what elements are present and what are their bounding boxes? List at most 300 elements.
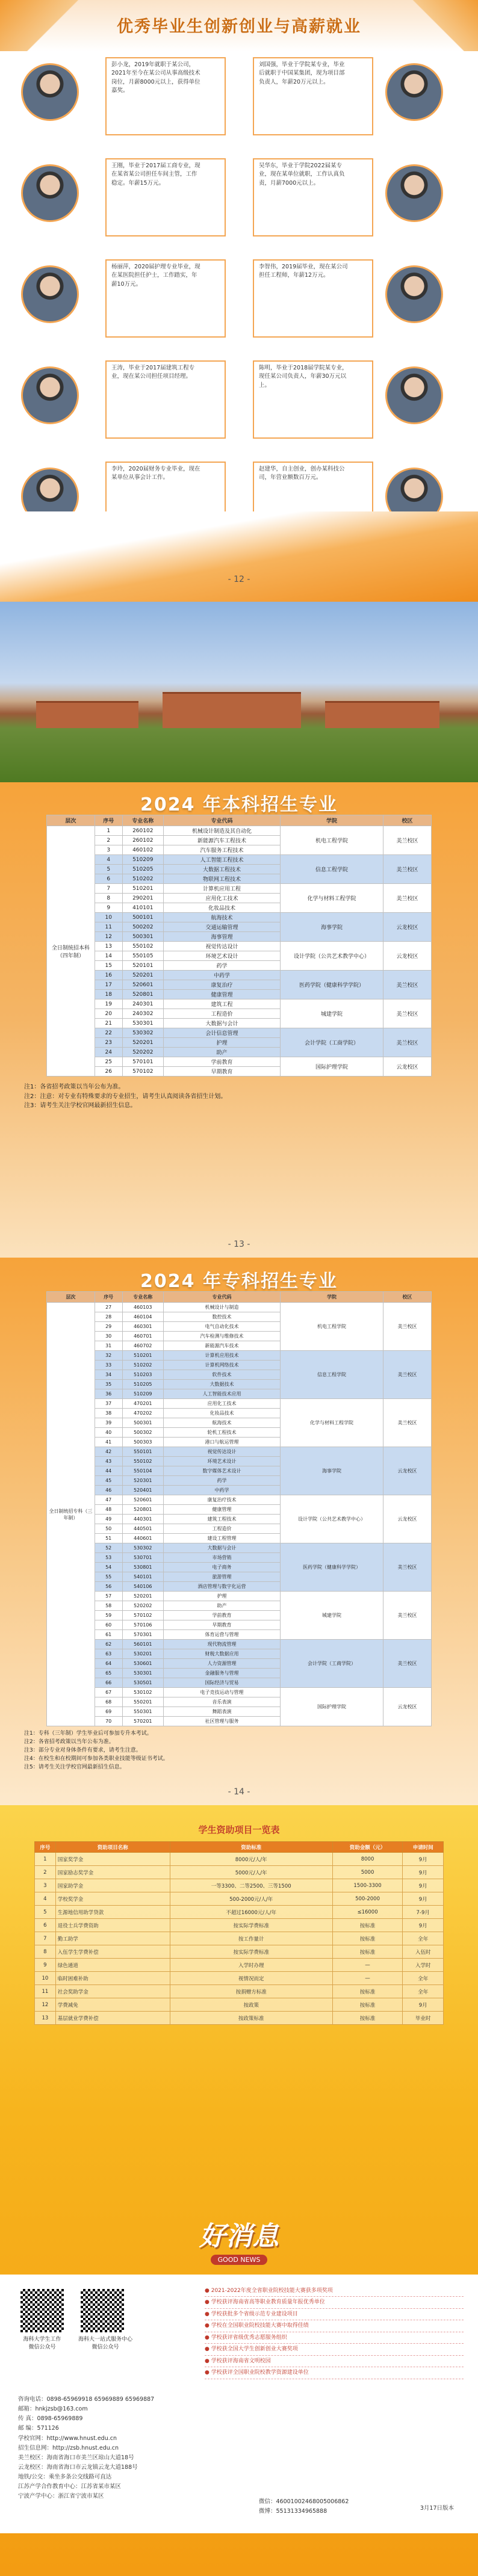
code-cell: 470201 xyxy=(122,1399,163,1409)
table-row xyxy=(47,1495,432,1505)
code-cell: 530201 xyxy=(122,1649,163,1659)
table-row xyxy=(47,1640,432,1649)
aid-cell: 按标准 xyxy=(332,1919,403,1932)
alumni-card xyxy=(15,158,238,239)
seq-cell: 37 xyxy=(95,1399,122,1409)
major-cell: 大数据与会计 xyxy=(163,1543,280,1553)
table-row xyxy=(47,1543,432,1553)
aid-cell: 入学时办理 xyxy=(170,1959,332,1972)
campus-photo xyxy=(0,602,478,782)
seq-cell: 51 xyxy=(95,1534,122,1543)
news-item[interactable]: ● 学校获评海南省高等职业教育质量年报优秀单位 xyxy=(205,2297,464,2308)
major-cell: 海事管理 xyxy=(163,932,280,942)
seq-cell: 64 xyxy=(95,1659,122,1669)
code-cell: 240302 xyxy=(122,1009,163,1019)
alumni-photo xyxy=(21,265,79,323)
major-cell: 护理 xyxy=(163,1038,280,1048)
code-cell: 440501 xyxy=(122,1524,163,1534)
good-news-badge xyxy=(0,2214,478,2265)
college-cell: 医药学院（健康科学学院） xyxy=(280,1543,383,1592)
seq-cell: 43 xyxy=(95,1457,122,1466)
alumni-card xyxy=(15,259,238,341)
code-cell: 520201 xyxy=(122,1038,163,1048)
aid-cell: 1500-3300 xyxy=(332,1879,403,1892)
seq-cell: 16 xyxy=(95,971,122,980)
major-cell: 交通运输管理 xyxy=(163,922,280,932)
code-cell: 460301 xyxy=(122,1322,163,1332)
seq-cell: 20 xyxy=(95,1009,122,1019)
page-alumni xyxy=(0,0,478,602)
seq-cell: 24 xyxy=(95,1048,122,1057)
code-cell: 570101 xyxy=(122,1057,163,1067)
seq-cell: 31 xyxy=(95,1341,122,1351)
major-cell: 中药学 xyxy=(163,971,280,980)
major-cell: 数字媒体艺术设计 xyxy=(163,1466,280,1476)
aid-cell: 6 xyxy=(35,1919,56,1932)
qr-block xyxy=(18,2287,66,2350)
seq-cell: 56 xyxy=(95,1582,122,1592)
seq-cell: 68 xyxy=(95,1697,122,1707)
seq-cell: 26 xyxy=(95,1067,122,1076)
campus-cell: 美兰校区 xyxy=(383,855,432,884)
aid-row xyxy=(35,1892,444,1906)
code-cell: 260102 xyxy=(122,826,163,836)
table-header: 专业名称 xyxy=(122,1292,163,1303)
note-line: 注2：各省招考政策以当年公布为准。 xyxy=(24,1738,114,1745)
aid-cell: 2 xyxy=(35,1866,56,1879)
code-cell: 240301 xyxy=(122,999,163,1009)
table-row xyxy=(47,1351,432,1361)
code-cell: 510202 xyxy=(122,874,163,884)
code-cell: 510209 xyxy=(122,1389,163,1399)
code-cell: 570102 xyxy=(122,1611,163,1620)
note-line: 注2：注意：对专业有特殊要求的专业招生，请考生认真阅读各省招生计划。 xyxy=(24,1093,227,1100)
code-cell: 540106 xyxy=(122,1582,163,1592)
alumni-bio: 王刚，毕业于2017届工商专业，现在某省某公司担任车间主管，工作稳定。年薪15万元。 xyxy=(111,162,200,187)
alumni-photo xyxy=(21,366,79,424)
major-cell: 助产 xyxy=(163,1601,280,1611)
table-header: 序号 xyxy=(95,815,122,826)
seq-cell: 5 xyxy=(95,865,122,874)
seq-cell: 11 xyxy=(95,922,122,932)
aid-cell: 7-9月 xyxy=(403,1906,444,1919)
contact-line: 咨询电话：0898-65969918 65969889 65969887 xyxy=(18,2396,155,2403)
major-cell: 药学 xyxy=(163,1476,280,1486)
aid-cell: 按实际学费标准 xyxy=(170,1919,332,1932)
major-cell: 工程造价 xyxy=(163,1009,280,1019)
major-cell: 中药学 xyxy=(163,1486,280,1495)
college-cell: 机电工程学院 xyxy=(280,826,383,855)
college-cell: 化学与材料工程学院 xyxy=(280,1399,383,1447)
code-cell: 510205 xyxy=(122,1380,163,1389)
seq-cell: 45 xyxy=(95,1476,122,1486)
table-header: 学院 xyxy=(280,815,383,826)
aid-row xyxy=(35,1919,444,1932)
major-cell: 环境艺术设计 xyxy=(163,951,280,961)
seq-cell: 69 xyxy=(95,1707,122,1717)
seq-cell: 55 xyxy=(95,1572,122,1582)
code-cell: 550101 xyxy=(122,1447,163,1457)
campus-cell: 美兰校区 xyxy=(383,1351,432,1399)
table-row xyxy=(47,1057,432,1067)
alumni-bio: 刘国强，毕业于学院某专业，毕业后就职于中国某集团，现为项目部负责人，年薪20万元以上。 xyxy=(259,61,345,85)
seq-cell: 25 xyxy=(95,1057,122,1067)
major-cell: 港口与航运管理 xyxy=(163,1438,280,1447)
seq-cell: 21 xyxy=(95,1019,122,1028)
college-cell: 会计学院（工商学院） xyxy=(280,1028,383,1057)
aid-row xyxy=(35,1853,444,1866)
code-cell: 570201 xyxy=(122,1717,163,1726)
aid-cell: 全年 xyxy=(403,1985,444,1998)
aid-cell: 入伍学生学费补偿 xyxy=(55,1945,170,1959)
seq-cell: 17 xyxy=(95,980,122,990)
alumni-card xyxy=(247,360,470,442)
code-cell: 550102 xyxy=(122,1457,163,1466)
seq-cell: 59 xyxy=(95,1611,122,1620)
table-row xyxy=(47,884,432,894)
aid-cell: 毕业时 xyxy=(403,2012,444,2025)
code-cell: 530801 xyxy=(122,1563,163,1572)
major-cell: 药学 xyxy=(163,961,280,971)
news-item[interactable]: ● 学校获全国大学生创新创业大赛奖项 xyxy=(205,2344,464,2355)
level-cell: 全日制统招本科（四年制） xyxy=(47,826,95,1076)
orange-wave xyxy=(0,511,478,602)
aid-cell: 绿色通道 xyxy=(55,1959,170,1972)
qr-label: 海科大一站式服务中心 xyxy=(78,2337,133,2343)
major-cell: 计算机应用工程 xyxy=(163,884,280,894)
code-cell: 500303 xyxy=(122,1438,163,1447)
aid-cell: 基层就业学费补偿 xyxy=(55,2012,170,2025)
aid-row xyxy=(35,2012,444,2025)
major-cell: 应用化工技术 xyxy=(163,894,280,903)
seq-cell: 22 xyxy=(95,1028,122,1038)
major-cell: 化妆品技术 xyxy=(163,1409,280,1418)
table-row xyxy=(47,1592,432,1601)
major-cell: 健康管理 xyxy=(163,990,280,999)
seq-cell: 62 xyxy=(95,1640,122,1649)
major-cell: 视觉传达设计 xyxy=(163,942,280,951)
aid-cell: 国家助学金 xyxy=(55,1879,170,1892)
seq-cell: 8 xyxy=(95,894,122,903)
seq-cell: 61 xyxy=(95,1630,122,1640)
aid-row xyxy=(35,1879,444,1892)
code-cell: 410101 xyxy=(122,903,163,913)
major-cell: 汽车检测与维修技术 xyxy=(163,1332,280,1341)
table-header: 学院 xyxy=(280,1292,383,1303)
seq-cell: 65 xyxy=(95,1669,122,1678)
major-cell: 学前教育 xyxy=(163,1057,280,1067)
college-cell: 信息工程学院 xyxy=(280,855,383,884)
code-cell: 500101 xyxy=(122,913,163,922)
qr-code[interactable] xyxy=(18,2287,66,2335)
aid-cell: 按标准 xyxy=(332,1932,403,1945)
code-cell: 510201 xyxy=(122,1351,163,1361)
aid-cell: 国家励志奖学金 xyxy=(55,1866,170,1879)
table-row xyxy=(47,1399,432,1409)
alumni-bio: 王涛，毕业于2017届建筑工程专业，现在某公司担任项目经理。 xyxy=(111,365,195,380)
table-header: 专业名称 xyxy=(122,815,163,826)
seq-cell: 4 xyxy=(95,855,122,865)
contact-line: 云龙校区：海南省海口市云龙镇云龙大道188号 xyxy=(18,2463,138,2471)
seq-cell: 29 xyxy=(95,1322,122,1332)
good-news-en: GOOD NEWS xyxy=(211,2255,268,2265)
seq-cell: 10 xyxy=(95,913,122,922)
college-cell: 化学与材料工程学院 xyxy=(280,884,383,913)
major-cell: 计算机网络技术 xyxy=(163,1361,280,1370)
alumni-card xyxy=(247,259,470,341)
table-row xyxy=(47,913,432,922)
qr-code[interactable] xyxy=(78,2287,126,2335)
major-cell: 轮机工程技术 xyxy=(163,1428,280,1438)
aid-title: 学生资助项目一览表 xyxy=(198,1824,280,1835)
aid-cell: 勤工助学 xyxy=(55,1932,170,1945)
aid-cell: 5000 xyxy=(332,1866,403,1879)
alumni-photo xyxy=(21,63,79,121)
code-cell: 530701 xyxy=(122,1553,163,1563)
aid-cell: 按标准 xyxy=(332,1998,403,2012)
code-cell: 520101 xyxy=(122,961,163,971)
code-cell: 500302 xyxy=(122,1428,163,1438)
seq-cell: 42 xyxy=(95,1447,122,1457)
code-cell: 460104 xyxy=(122,1312,163,1322)
aid-cell: — xyxy=(332,1972,403,1985)
code-cell: 550102 xyxy=(122,942,163,951)
table-row xyxy=(47,1447,432,1457)
major-cell: 工程造价 xyxy=(163,1524,280,1534)
seq-cell: 34 xyxy=(95,1370,122,1380)
junior-section xyxy=(0,1258,478,1805)
contact-right xyxy=(259,2497,349,2516)
alumni-bio: 杨丽萍，2020届护理专业毕业，现在某医院担任护士，工作踏实，年薪10万元。 xyxy=(111,264,200,288)
aid-cell: 9月 xyxy=(403,1879,444,1892)
campus-cell: 美兰校区 xyxy=(383,1640,432,1688)
major-cell: 电气自动化技术 xyxy=(163,1322,280,1332)
junior-title: 2024 年专科招生专业 xyxy=(140,1271,338,1292)
aid-cell: 10 xyxy=(35,1972,56,1985)
aid-cell: 退役士兵学费资助 xyxy=(55,1919,170,1932)
aid-cell: 5000元/人/年 xyxy=(170,1866,332,1879)
seq-cell: 57 xyxy=(95,1592,122,1601)
college-cell: 信息工程学院 xyxy=(280,1351,383,1399)
aid-header: 序号 xyxy=(35,1842,56,1853)
alumni-photo xyxy=(385,164,443,222)
undergrad-section xyxy=(0,782,478,1258)
campus-cell: 云龙校区 xyxy=(383,1447,432,1495)
alumni-photo xyxy=(21,164,79,222)
alumni-card xyxy=(247,57,470,138)
level-cell: 全日制统招专科（三年制） xyxy=(47,1303,95,1726)
aid-row xyxy=(35,1985,444,1998)
note-line: 注5：请考生关注学校官网最新招生信息。 xyxy=(24,1764,125,1770)
code-cell: 510202 xyxy=(122,1361,163,1370)
contact-line: 地铁/公交：乘坐多条公交线路可直达 xyxy=(18,2474,112,2481)
code-cell: 500301 xyxy=(122,1418,163,1428)
seq-cell: 70 xyxy=(95,1717,122,1726)
seq-cell: 58 xyxy=(95,1601,122,1611)
aid-cell: 社会奖助学金 xyxy=(55,1985,170,1998)
major-cell: 早期教育 xyxy=(163,1620,280,1630)
alumni-photo xyxy=(385,366,443,424)
major-cell: 国际经济与贸易 xyxy=(163,1678,280,1688)
college-cell: 设计学院（公共艺术教学中心） xyxy=(280,942,383,971)
aid-cell: 生源地信用助学贷款 xyxy=(55,1906,170,1919)
aid-row xyxy=(35,1998,444,2012)
aid-cell: 9月 xyxy=(403,1853,444,1866)
wechat-id: 微信：46001002468005006862 xyxy=(259,2498,349,2505)
news-item[interactable]: ● 学校获批多个省级示范专业建设项目 xyxy=(205,2309,464,2320)
code-cell: 290201 xyxy=(122,894,163,903)
alumni-bio: 李玲，2020届财务专业毕业，现在某单位从事会计工作。 xyxy=(111,466,200,481)
code-cell: 550105 xyxy=(122,951,163,961)
aid-row xyxy=(35,1972,444,1985)
major-cell: 康复治疗 xyxy=(163,980,280,990)
major-cell: 财税大数据应用 xyxy=(163,1649,280,1659)
aid-header: 资助项目名称 xyxy=(55,1842,170,1853)
code-cell: 460702 xyxy=(122,1341,163,1351)
aid-cell: 500-2000 xyxy=(332,1892,403,1906)
seq-cell: 18 xyxy=(95,990,122,999)
college-cell: 机电工程学院 xyxy=(280,1303,383,1351)
major-cell: 应用化工技术 xyxy=(163,1399,280,1409)
alumni-header xyxy=(0,0,478,51)
code-cell: 550201 xyxy=(122,1697,163,1707)
code-cell: 530501 xyxy=(122,1678,163,1688)
alumni-bio: 陈明，毕业于2018届学院某专业，现任某公司负责人，年薪30万元以上。 xyxy=(259,365,348,389)
major-cell: 学前教育 xyxy=(163,1611,280,1620)
seq-cell: 33 xyxy=(95,1361,122,1370)
aid-cell: 1 xyxy=(35,1853,56,1866)
code-cell: 260102 xyxy=(122,836,163,845)
news-item[interactable]: ● 学校获评海南省文明校园 xyxy=(205,2356,464,2367)
major-cell: 机械设计制造及其自动化 xyxy=(163,826,280,836)
aid-cell: 按实际学费标准 xyxy=(170,1945,332,1959)
aid-cell: 按捐赠方标准 xyxy=(170,1985,332,1998)
major-cell: 人力资源管理 xyxy=(163,1659,280,1669)
alumni-photo xyxy=(385,63,443,121)
contact-line: 招生信息网：http://zsb.hnust.edu.cn xyxy=(18,2444,119,2451)
college-cell: 海事学院 xyxy=(280,1447,383,1495)
news-item[interactable]: ● 学校在全国职业院校技能大赛中取得佳绩 xyxy=(205,2320,464,2332)
table-row xyxy=(47,855,432,865)
contact-line: 美兰校区：海南省海口市美兰区琼山大道18号 xyxy=(18,2454,134,2461)
table-header: 专业代码 xyxy=(163,1292,280,1303)
seq-cell: 13 xyxy=(95,942,122,951)
code-cell: 570102 xyxy=(122,1067,163,1076)
college-cell: 会计学院（工商学院） xyxy=(280,1640,383,1688)
table-row xyxy=(47,942,432,951)
aid-cell: — xyxy=(332,1959,403,1972)
campus-cell: 美兰校区 xyxy=(383,826,432,855)
code-cell: 520801 xyxy=(122,990,163,999)
aid-row xyxy=(35,1866,444,1879)
seq-cell: 48 xyxy=(95,1505,122,1515)
campus-cell: 云龙校区 xyxy=(383,913,432,942)
seq-cell: 54 xyxy=(95,1563,122,1572)
seq-cell: 19 xyxy=(95,999,122,1009)
contact-line: 邮 编：571126 xyxy=(18,2425,59,2432)
seq-cell: 32 xyxy=(95,1351,122,1361)
campus-cell: 美兰校区 xyxy=(383,884,432,913)
alumni-bio: 李智伟，2019届毕业，现在某公司担任工程师，年薪12万元。 xyxy=(259,264,348,279)
table-row xyxy=(47,999,432,1009)
major-cell: 汽车服务工程技术 xyxy=(163,845,280,855)
major-cell: 市场营销 xyxy=(163,1553,280,1563)
code-cell: 460701 xyxy=(122,1332,163,1341)
college-cell: 医药学院（健康科学学院） xyxy=(280,971,383,999)
campus-cell: 云龙校区 xyxy=(383,942,432,971)
seq-cell: 39 xyxy=(95,1418,122,1428)
news-item[interactable]: ● 学校获评省级优秀志愿服务组织 xyxy=(205,2332,464,2344)
aid-cell: 按标准 xyxy=(332,1945,403,1959)
aid-cell: 8000元/人/年 xyxy=(170,1853,332,1866)
news-item[interactable]: ● 学校获评全国职业院校教学资源建设单位 xyxy=(205,2367,464,2379)
seq-cell: 52 xyxy=(95,1543,122,1553)
major-cell: 健康管理 xyxy=(163,1505,280,1515)
code-cell: 510209 xyxy=(122,855,163,865)
seq-cell: 7 xyxy=(95,884,122,894)
aid-cell: 入学时 xyxy=(403,1959,444,1972)
campus-cell: 云龙校区 xyxy=(383,1688,432,1726)
good-news-title: 好消息 xyxy=(199,2221,279,2252)
aid-header: 申请时间 xyxy=(403,1842,444,1853)
code-cell: 530302 xyxy=(122,1543,163,1553)
aid-row xyxy=(35,1906,444,1919)
seq-cell: 40 xyxy=(95,1428,122,1438)
table-header: 层次 xyxy=(47,1292,95,1303)
code-cell: 520601 xyxy=(122,1495,163,1505)
college-cell: 设计学院（公共艺术教学中心） xyxy=(280,1495,383,1543)
aid-cell: 按标准 xyxy=(332,1985,403,1998)
major-cell: 旅游管理 xyxy=(163,1572,280,1582)
code-cell: 520601 xyxy=(122,980,163,990)
aid-cell: 5 xyxy=(35,1906,56,1919)
news-item[interactable]: ● 2021-2022年度全省职业院校技能大赛获多项奖项 xyxy=(205,2285,464,2297)
aid-cell: 入伍时 xyxy=(403,1945,444,1959)
note-line: 注3：部分专业对身体条件有要求，请考生注意。 xyxy=(24,1747,141,1753)
aid-cell: 12 xyxy=(35,1998,56,2012)
seq-cell: 14 xyxy=(95,951,122,961)
campus-cell: 美兰校区 xyxy=(383,999,432,1028)
aid-cell: 按政策 xyxy=(170,1998,332,2012)
page-undergrad-majors xyxy=(0,602,478,1258)
alumni-bio: 赵建华，自主创业，创办某科技公司，年营业额数百万元。 xyxy=(259,466,345,481)
campus-cell: 美兰校区 xyxy=(383,1399,432,1447)
aid-cell: 9月 xyxy=(403,1919,444,1932)
major-cell: 新能源汽车技术 xyxy=(163,1341,280,1351)
aid-cell: 9 xyxy=(35,1959,56,1972)
aid-cell: 9月 xyxy=(403,1892,444,1906)
college-cell: 海事学院 xyxy=(280,913,383,942)
undergrad-table xyxy=(46,815,432,1076)
seq-cell: 1 xyxy=(95,826,122,836)
seq-cell: 41 xyxy=(95,1438,122,1447)
seq-cell: 67 xyxy=(95,1688,122,1697)
seq-cell: 35 xyxy=(95,1380,122,1389)
alumni-bio: 彭小龙，2019年就职于某公司，2021年至今在某公司从事高级技术岗位，月薪8000元以上，获得单位嘉奖。 xyxy=(111,61,200,94)
page-number: - 14 - xyxy=(228,1787,250,1797)
code-cell: 460103 xyxy=(122,1303,163,1312)
seq-cell: 63 xyxy=(95,1649,122,1659)
aid-cell: 3 xyxy=(35,1879,56,1892)
seq-cell: 66 xyxy=(95,1678,122,1688)
major-cell: 护理 xyxy=(163,1592,280,1601)
campus-cell: 云龙校区 xyxy=(383,1495,432,1543)
qr-sub: 微信公众号 xyxy=(92,2344,119,2350)
major-cell: 航海技术 xyxy=(163,1418,280,1428)
note-line: 注4：在校生和在校期间可参加各类职业技能等级证书考试。 xyxy=(24,1755,169,1762)
contact-line: 宁波产学中心：浙江省宁波市某区 xyxy=(18,2493,104,2500)
aid-cell: 学校奖学金 xyxy=(55,1892,170,1906)
